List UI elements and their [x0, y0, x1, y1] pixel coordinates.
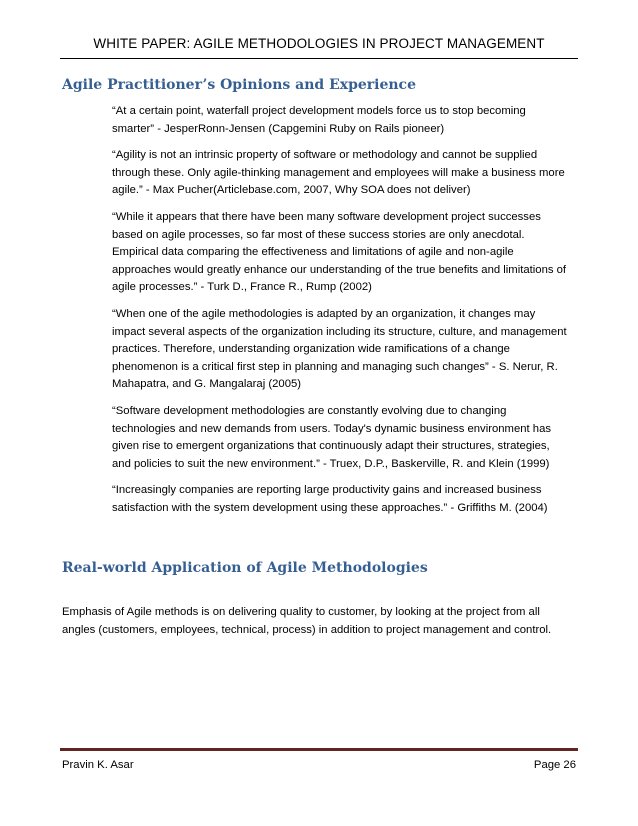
- page-number: Page 26: [533, 759, 576, 771]
- running-header: WHITE PAPER: AGILE METHODOLOGIES IN PROJECT MANAGEMENT: [93, 36, 545, 51]
- header-divider: [60, 58, 578, 59]
- body-paragraph: Emphasis of Agile methods is on delivering quality to customer, by looking at the project from all angles (customers, employees, technical, process) in addition to project management and control.: [62, 606, 552, 636]
- quote-truex: “Software development methodologies are constantly evolving due to changing technologies and new demands from users. Today's dynamic business environment has given rise to emergent organizations that continuously adapt their structures, strategies, and policies to suit the new environment.” - Truex, D.P., Baskerville, R. and Klein (1999): [112, 404, 552, 470]
- quote-ronn-jensen: “At a certain point, waterfall project development models force us to stop becoming smarter” - JesperRonn-Jensen (Capgemini Ruby on Rails pioneer): [112, 105, 526, 135]
- footer-divider: [60, 748, 578, 751]
- section-heading-practitioner-opinions: Agile Practitioner’s Opinions and Experience: [62, 77, 416, 93]
- section-heading-real-world-application: Real-world Application of Agile Methodologies: [62, 560, 428, 576]
- quote-griffiths: “Increasingly companies are reporting large productivity gains and increased business satisfaction with the system development using these approaches.” - Griffiths M. (2004): [112, 484, 548, 514]
- quote-nerur: “When one of the agile methodologies is adapted by an organization, it changes may impact several aspects of the organization including its structure, culture, and management practices. Therefore, understanding organization wide ramifications of a change phenomenon is a critical first step in planning and managing such changes” - S. Nerur, R. Mahapatra, and G. Mangalaraj (2005): [112, 307, 567, 391]
- quote-turk: “While it appears that there have been many software development project successes based on agile processes, so far most of these success stories are only anecdotal. Empirical data comparing the effectiveness and limitations of agile and non-agile approaches would greatly enhance our understanding of the true benefits and limitations of agile processes.” - Turk D., France R., Rump (2002): [112, 210, 567, 294]
- quote-list: [112, 103, 568, 526]
- quote-pucher: “Agility is not an intrinsic property of software or methodology and cannot be supplied through these. Only agile-thinking management and employees will make a business more agile.” - Max Pucher(Articlebase.com, 2007, Why SOA does not deliver): [112, 149, 565, 197]
- footer-author: Pravin K. Asar: [62, 759, 134, 771]
